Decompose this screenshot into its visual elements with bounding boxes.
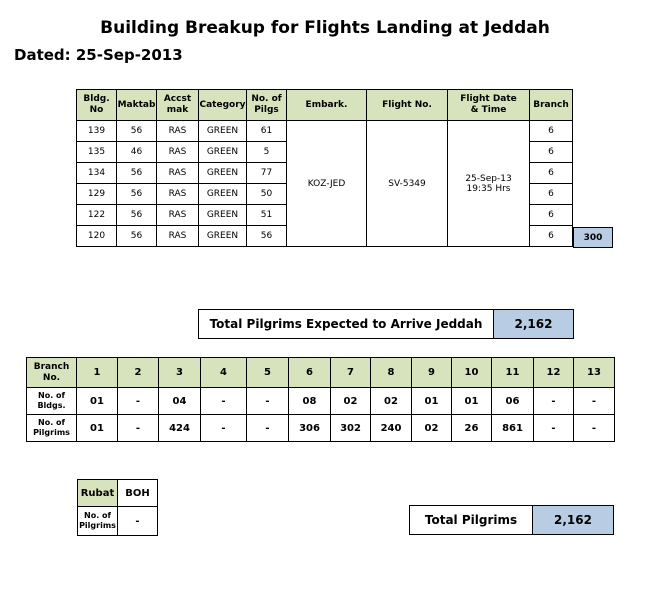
branch-number-header: 10: [452, 358, 492, 388]
branch-pilgrims-cell: 240: [371, 415, 412, 442]
cell-bldg: 135: [77, 142, 117, 163]
cell-embark: KOZ-JED: [287, 121, 367, 247]
cell-pilgs: 51: [247, 205, 287, 226]
branch-number-header: 11: [492, 358, 534, 388]
flight-pilgrim-subtotal: 300: [573, 227, 613, 248]
cell-bldg: 134: [77, 163, 117, 184]
cell-pilgs: 50: [247, 184, 287, 205]
branch-pilgrims-cell: 302: [331, 415, 371, 442]
header-branch: Branch: [530, 90, 573, 121]
branch-bldgs-cell: 01: [77, 388, 118, 415]
dated-label: Dated: 25-Sep-2013: [14, 46, 183, 64]
branch-number-header: 5: [247, 358, 289, 388]
cell-accst: RAS: [157, 163, 199, 184]
page-title: Building Breakup for Flights Landing at Jeddah: [100, 18, 550, 38]
cell-accst: RAS: [157, 226, 199, 247]
branch-number-header: 9: [412, 358, 452, 388]
cell-pilgs: 5: [247, 142, 287, 163]
cell-category: GREEN: [199, 226, 247, 247]
total-pilgrims-label: Total Pilgrims: [410, 506, 533, 534]
rubat-header-row: [78, 480, 158, 507]
branch-bldgs-cell: 06: [492, 388, 534, 415]
branch-pilgrims-cell: 01: [77, 415, 118, 442]
branch-pilgrims-cell: 26: [452, 415, 492, 442]
cell-branch: 6: [530, 121, 573, 142]
header-accst-mak: Accst mak: [157, 90, 199, 121]
branch-number-header: 1: [77, 358, 118, 388]
branch-bldgs-cell: 02: [371, 388, 412, 415]
building-table: [76, 89, 573, 247]
expected-pilgrims-label: Total Pilgrims Expected to Arrive Jeddah: [199, 310, 494, 338]
cell-bldg: 139: [77, 121, 117, 142]
branch-number-header: 7: [331, 358, 371, 388]
branch-pilgrims-cell: 861: [492, 415, 534, 442]
total-pilgrims-value: 2,162: [533, 506, 613, 534]
cell-bldg: 129: [77, 184, 117, 205]
cell-branch: 6: [530, 205, 573, 226]
rubat-pilgrims-value: -: [118, 507, 158, 536]
branch-pilgrims-row: [27, 415, 615, 442]
rubat-table: [77, 479, 158, 536]
header-no-of-pilgs: No. of Pilgs: [247, 90, 287, 121]
header-bldg-no: Bldg. No: [77, 90, 117, 121]
cell-pilgs: 56: [247, 226, 287, 247]
cell-accst: RAS: [157, 205, 199, 226]
total-pilgrims-box: [409, 505, 614, 535]
branch-pilgrims-cell: -: [201, 415, 247, 442]
cell-bldg: 120: [77, 226, 117, 247]
header-embark: Embark.: [287, 90, 367, 121]
cell-maktab: 46: [117, 142, 157, 163]
cell-maktab: 56: [117, 205, 157, 226]
branch-pilgrims-cell: -: [534, 415, 574, 442]
cell-category: GREEN: [199, 184, 247, 205]
flight-date: 25-Sep-13: [465, 173, 512, 184]
table-row: [77, 121, 573, 142]
branch-pilgrims-cell: 02: [412, 415, 452, 442]
no-of-pilgrims-label: No. of Pilgrims: [27, 415, 77, 442]
rubat-pilgrims-row: [78, 507, 158, 536]
branch-number-header: 3: [159, 358, 201, 388]
flight-time: 19:35 Hrs: [466, 183, 511, 194]
cell-maktab: 56: [117, 163, 157, 184]
branch-bldgs-cell: -: [574, 388, 615, 415]
branch-pilgrims-cell: 424: [159, 415, 201, 442]
branch-bldgs-cell: -: [201, 388, 247, 415]
branch-bldgs-cell: 01: [452, 388, 492, 415]
cell-accst: RAS: [157, 121, 199, 142]
rubat-label: Rubat: [78, 480, 118, 507]
cell-category: GREEN: [199, 163, 247, 184]
cell-bldg: 122: [77, 205, 117, 226]
header-maktab: Maktab: [117, 90, 157, 121]
branch-pilgrims-cell: -: [574, 415, 615, 442]
rubat-pilgrims-label: No. of Pilgrims: [78, 507, 118, 536]
cell-branch: 6: [530, 184, 573, 205]
rubat-name: BOH: [118, 480, 158, 507]
header-flight-no: Flight No.: [367, 90, 448, 121]
branch-bldgs-cell: 04: [159, 388, 201, 415]
cell-pilgs: 77: [247, 163, 287, 184]
cell-flight-no: SV-5349: [367, 121, 448, 247]
cell-category: GREEN: [199, 121, 247, 142]
cell-maktab: 56: [117, 226, 157, 247]
cell-pilgs: 61: [247, 121, 287, 142]
header-category: Category: [199, 90, 247, 121]
branch-bldgs-cell: -: [247, 388, 289, 415]
branch-bldgs-cell: 01: [412, 388, 452, 415]
header-flight-date-time: Flight Date & Time: [448, 90, 530, 121]
branch-no-label: Branch No.: [27, 358, 77, 388]
no-of-bldgs-label: No. of Bldgs.: [27, 388, 77, 415]
cell-branch: 6: [530, 226, 573, 247]
branch-bldgs-cell: -: [534, 388, 574, 415]
branch-pilgrims-cell: -: [118, 415, 159, 442]
expected-pilgrims-box: [198, 309, 574, 339]
branch-bldgs-cell: -: [118, 388, 159, 415]
cell-maktab: 56: [117, 121, 157, 142]
cell-accst: RAS: [157, 142, 199, 163]
cell-category: GREEN: [199, 142, 247, 163]
branch-header-row: [27, 358, 615, 388]
building-table-header: [77, 90, 573, 121]
branch-number-header: 4: [201, 358, 247, 388]
cell-maktab: 56: [117, 184, 157, 205]
cell-branch: 6: [530, 163, 573, 184]
branch-pilgrims-cell: -: [247, 415, 289, 442]
branch-pilgrims-cell: 306: [289, 415, 331, 442]
branch-number-header: 6: [289, 358, 331, 388]
branch-number-header: 2: [118, 358, 159, 388]
branch-bldgs-cell: 02: [331, 388, 371, 415]
branch-summary-table: [26, 357, 615, 442]
branch-number-header: 13: [574, 358, 615, 388]
cell-flight-date-time: [448, 121, 530, 247]
cell-category: GREEN: [199, 205, 247, 226]
cell-accst: RAS: [157, 184, 199, 205]
expected-pilgrims-value: 2,162: [494, 310, 573, 338]
branch-number-header: 8: [371, 358, 412, 388]
branch-number-header: 12: [534, 358, 574, 388]
branch-bldgs-cell: 08: [289, 388, 331, 415]
branch-bldgs-row: [27, 388, 615, 415]
cell-branch: 6: [530, 142, 573, 163]
